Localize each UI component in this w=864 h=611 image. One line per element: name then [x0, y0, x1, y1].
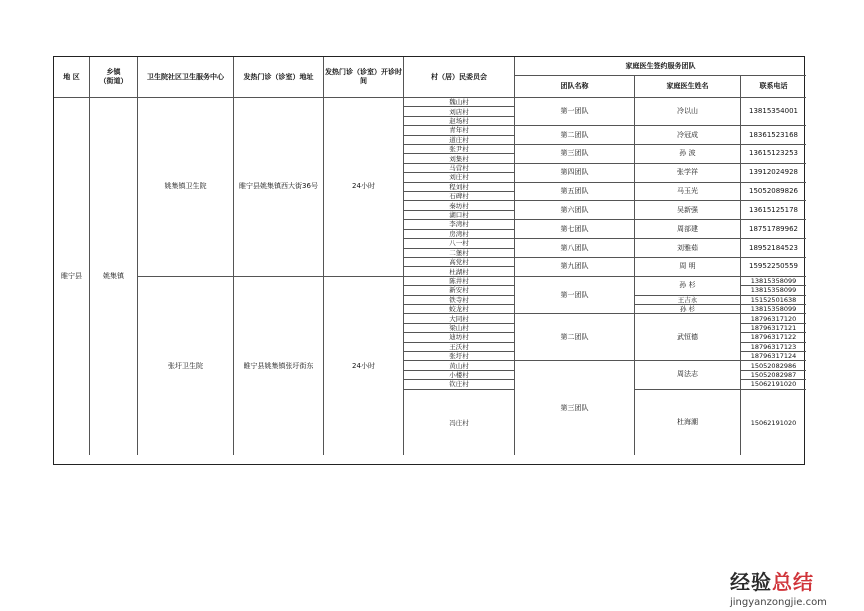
- phone-number: 15062191020: [750, 418, 797, 427]
- village-cell: 张尹村: [404, 145, 515, 154]
- village-cell: 青年村: [404, 126, 515, 135]
- phone-number: 15952250559: [741, 258, 806, 277]
- village-cell: 冯庄村: [404, 390, 515, 456]
- phone-number: 18361523168: [741, 126, 806, 145]
- phone-number: 18796317120: [741, 314, 806, 323]
- watermark-title-part2: 总结: [772, 570, 814, 594]
- doctor-name: 武恒德: [635, 314, 741, 361]
- doctor-name: 马玉光: [635, 183, 741, 202]
- doctor-name: 周法志: [635, 361, 741, 389]
- phone-number: 13615123253: [741, 145, 806, 164]
- village-cell: 杜湖村: [404, 267, 515, 276]
- phone-number: 18751789962: [741, 220, 806, 239]
- header-phone: 联系电话: [741, 76, 806, 98]
- team-name: 第六团队: [515, 201, 635, 220]
- village-cell: 石碑村: [404, 192, 515, 201]
- header-village: 村（居）民委员会: [404, 57, 515, 98]
- header-township: 乡镇 （街道）: [90, 57, 138, 98]
- team-name: 第八团队: [515, 239, 635, 258]
- phone-number: 18952184523: [741, 239, 806, 258]
- watermark-title: [730, 566, 860, 595]
- doctor-name: 孙 波: [635, 145, 741, 164]
- village-cell: 道庄村: [404, 136, 515, 145]
- village-cell: 高党村: [404, 258, 515, 267]
- village-cell: 铁寺村: [404, 296, 515, 305]
- fever-address: 睢宁县姚集镇西大街36号: [234, 98, 324, 277]
- doctor-name: 吴新强: [635, 201, 741, 220]
- phone-number: 13815358099: [741, 286, 806, 295]
- phone-number: 18796317124: [741, 352, 806, 361]
- header-hospital: 卫生院社区卫生服务中心: [138, 57, 234, 98]
- service-team-table: [53, 56, 805, 465]
- doctor-name: 杜海潮: [635, 390, 741, 456]
- village-cell: 魏山村: [404, 98, 515, 107]
- team-name: 第一团队: [515, 98, 635, 126]
- doctor-name: 孙 杉: [635, 305, 741, 314]
- doctor-name: 周部建: [635, 220, 741, 239]
- team-name: 第二团队: [515, 126, 635, 145]
- phone-number: 15152501638: [741, 296, 806, 305]
- header-doctor-name: 家庭医生姓名: [635, 76, 741, 98]
- village-cell: 迪坊村: [404, 333, 515, 342]
- doctor-name: 冷冠成: [635, 126, 741, 145]
- fever-address: 睢宁县姚集镇张圩街东: [234, 277, 324, 456]
- doctor-name: 周 明: [635, 258, 741, 277]
- fever-hours: 24小时: [324, 277, 404, 456]
- village-cell: 小楼村: [404, 371, 515, 380]
- fever-hours: 24小时: [324, 98, 404, 277]
- village-cell: 秦坊村: [404, 201, 515, 210]
- village-cell: 刘庄村: [404, 173, 515, 182]
- header-team-name: 团队名称: [515, 76, 635, 98]
- village-cell: 马营村: [404, 164, 515, 173]
- team-name: 第七团队: [515, 220, 635, 239]
- team-name: 第二团队: [515, 314, 635, 361]
- doctor-name: 张学祥: [635, 164, 741, 183]
- village-cell: 陈井村: [404, 277, 515, 286]
- doctor-name: 刘雅茹: [635, 239, 741, 258]
- team-name: 第三团队: [515, 145, 635, 164]
- hospital-name: 张圩卫生院: [138, 277, 234, 456]
- village-cell: 房湾村: [404, 230, 515, 239]
- phone-number: 13912024928: [741, 164, 806, 183]
- village-cell: 二堡村: [404, 249, 515, 258]
- doctor-name: 孙 杉: [635, 277, 741, 296]
- phone-number: 13815358099: [741, 277, 806, 286]
- village-cell: 黄山村: [404, 361, 515, 370]
- village-cell: 李湾村: [404, 220, 515, 229]
- district-cell: 睢宁县: [54, 98, 90, 455]
- header-team-group: 家庭医生签约服务团队: [515, 57, 806, 76]
- phone-number: 15052082986: [741, 361, 806, 370]
- village-cell: 湖口村: [404, 211, 515, 220]
- village-cell: 张圩村: [404, 352, 515, 361]
- hospital-name: 姚集镇卫生院: [138, 98, 234, 277]
- doctor-name: 冷以山: [635, 98, 741, 126]
- phone-number: 18796317123: [741, 343, 806, 352]
- phone-number: 15062191020: [741, 380, 806, 389]
- watermark: [730, 566, 860, 608]
- village-cell: 梁山村: [404, 324, 515, 333]
- village-cell: 刘店村: [404, 107, 515, 116]
- village-cell: 刘集村: [404, 154, 515, 163]
- watermark-title-part1: 经验: [730, 570, 772, 594]
- phone-number: 13815358099: [741, 305, 806, 314]
- phone-number: 15052082987: [741, 371, 806, 380]
- village-cell: 程刘村: [404, 183, 515, 192]
- watermark-url: jingyanzongjie.com: [730, 597, 827, 608]
- team-name: 第九团队: [515, 258, 635, 277]
- doctor-name: 王吉永: [635, 296, 741, 305]
- team-name: 第一团队: [515, 277, 635, 315]
- village-cell: 大同村: [404, 314, 515, 323]
- header-fever-hours: 发热门诊（诊室）开诊时间: [324, 57, 404, 98]
- team-name: 第三团队: [515, 361, 635, 455]
- team-name: 第四团队: [515, 164, 635, 183]
- phone-number: 18796317121: [741, 324, 806, 333]
- village-cell: 蛟龙村: [404, 305, 515, 314]
- village-cell: 八一村: [404, 239, 515, 248]
- township-cell: 姚集镇: [90, 98, 138, 455]
- phone-number: 13815354001: [741, 98, 806, 126]
- phone-number: 18796317122: [741, 333, 806, 342]
- village-cell: 新安村: [404, 286, 515, 295]
- header-fever-address: 发热门诊（诊室）地址: [234, 57, 324, 98]
- village-cell: 赵场村: [404, 117, 515, 126]
- header-district: 地 区: [54, 57, 90, 98]
- village-cell: 王沃村: [404, 343, 515, 352]
- team-name: 第五团队: [515, 183, 635, 202]
- phone-number: 13615125178: [741, 201, 806, 220]
- phone-number: 15052089826: [741, 183, 806, 202]
- village-cell: 钦庄村: [404, 380, 515, 389]
